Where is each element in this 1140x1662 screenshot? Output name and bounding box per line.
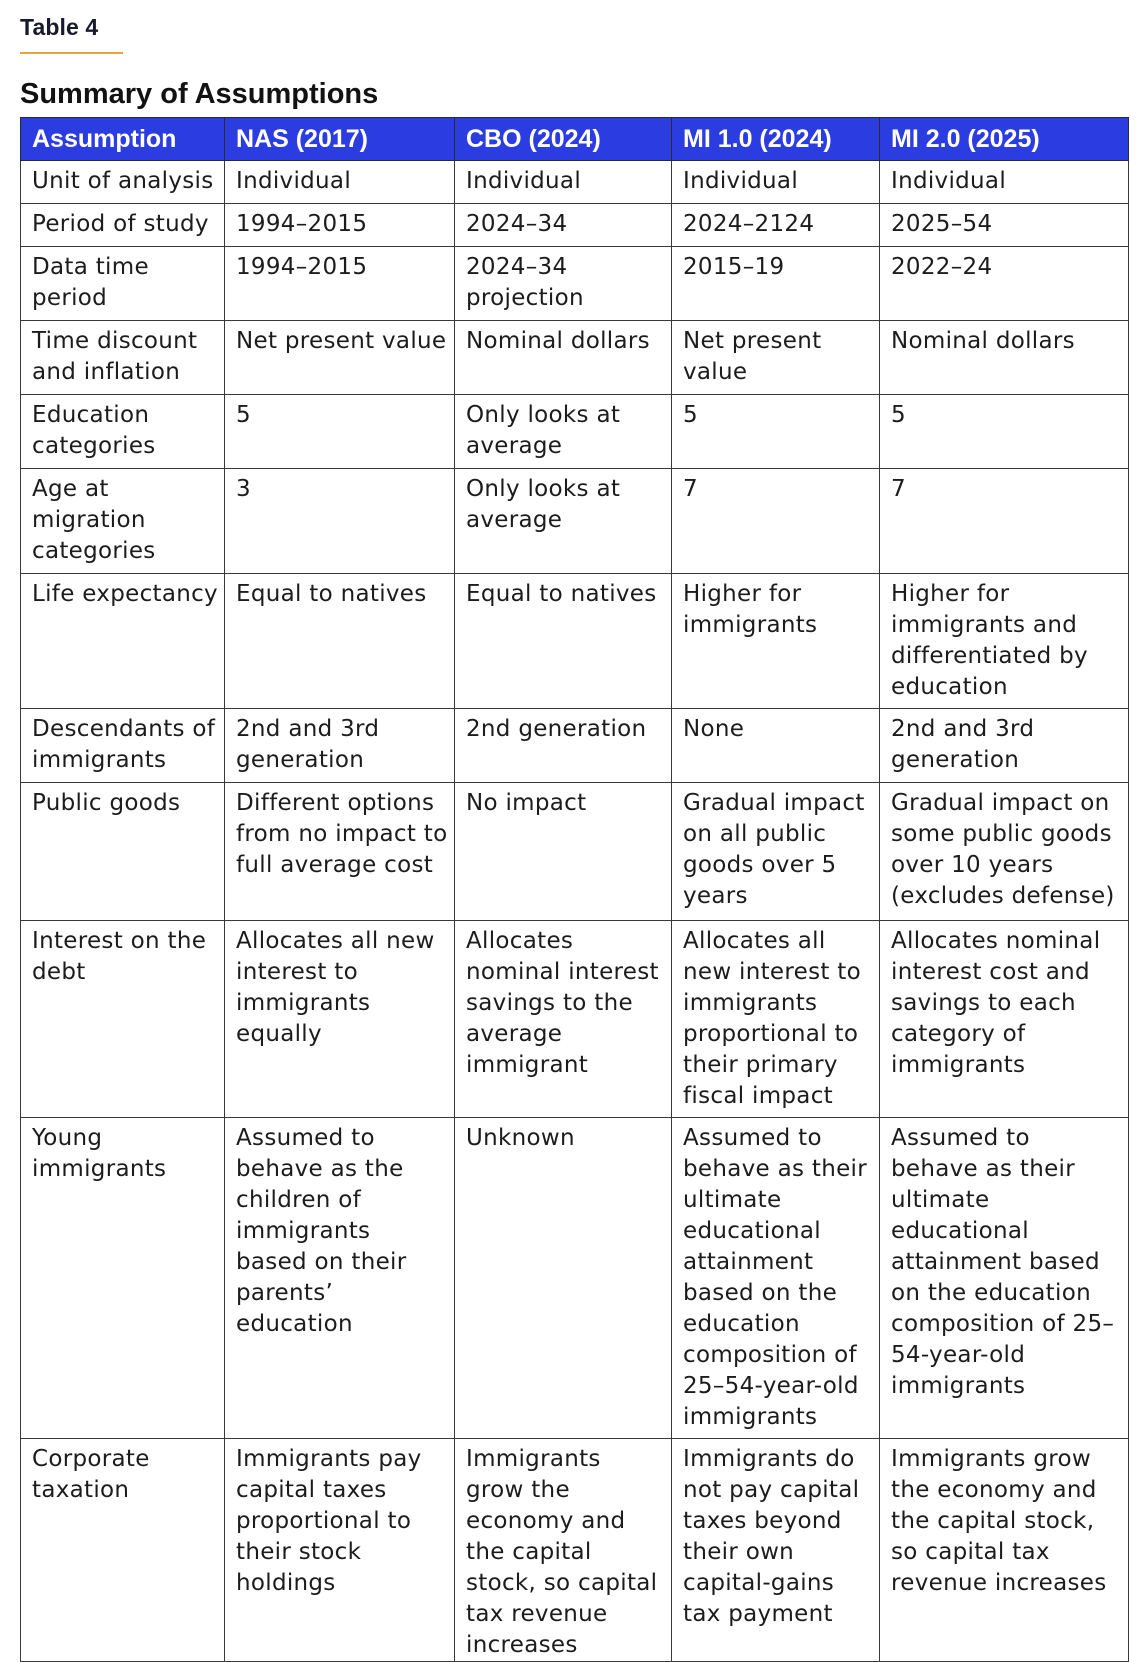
table-cell: Different options from no impact to full average cost: [225, 783, 455, 921]
table-cell: 5: [225, 395, 455, 469]
row-label-cell: Period of study: [21, 204, 225, 247]
table-cell: 1994–2015: [225, 204, 455, 247]
table-row: [21, 921, 1129, 1118]
table-row: [21, 321, 1129, 395]
row-label-cell: Data time period: [21, 247, 225, 321]
table-cell: Equal to natives: [455, 574, 672, 709]
table-row: [21, 1118, 1129, 1439]
row-label-cell: Education categories: [21, 395, 225, 469]
table-cell: Unknown: [455, 1118, 672, 1439]
row-label-cell: Public goods: [21, 783, 225, 921]
table-cell: Individual: [880, 161, 1129, 204]
table-cell: Gradual impact on some public goods over 10 years (excludes defense): [880, 783, 1129, 921]
table-cell: Gradual impact on all public goods over 5 years: [672, 783, 880, 921]
row-label-cell: Age at migration categories: [21, 469, 225, 574]
row-label-cell: Unit of analysis: [21, 161, 225, 204]
table-cell: 2nd and 3rd generation: [880, 709, 1129, 783]
table-cell: Only looks at average: [455, 395, 672, 469]
table-cell: Higher for immigrants: [672, 574, 880, 709]
table-cell: Only looks at average: [455, 469, 672, 574]
table-cell: Allocates all new interest to immigrants equally: [225, 921, 455, 1118]
table-row: [21, 709, 1129, 783]
table-cell: 2024–2124: [672, 204, 880, 247]
table-cell: None: [672, 709, 880, 783]
table-cell: 2nd generation: [455, 709, 672, 783]
table-cell: Nominal dollars: [455, 321, 672, 395]
table-cell: Immigrants do not pay capital taxes beyond their own capital-gains tax payment: [672, 1439, 880, 1662]
table-row: [21, 574, 1129, 709]
header-row: [21, 118, 1129, 161]
row-label-cell: Descendants of immigrants: [21, 709, 225, 783]
table-cell: Net present value: [672, 321, 880, 395]
row-label-cell: Interest on the debt: [21, 921, 225, 1118]
table-row: [21, 1439, 1129, 1662]
assumptions-table: [20, 117, 1129, 1662]
table-cell: Nominal dollars: [880, 321, 1129, 395]
row-label-cell: Young immigrants: [21, 1118, 225, 1439]
table-cell: 5: [672, 395, 880, 469]
table-title: Summary of Assumptions: [20, 78, 379, 110]
table-cell: Individual: [672, 161, 880, 204]
table-cell: Equal to natives: [225, 574, 455, 709]
table-cell: Net present value: [225, 321, 455, 395]
row-label-cell: Life expectancy: [21, 574, 225, 709]
header-cell-mi1: MI 1.0 (2024): [672, 118, 880, 161]
row-label-cell: Time discount and inflation: [21, 321, 225, 395]
table-cell: 7: [880, 469, 1129, 574]
table-cell: Immigrants grow the economy and the capital stock, so capital tax revenue increases: [880, 1439, 1129, 1662]
table-cell: Allocates nominal interest cost and savings to each category of immigrants: [880, 921, 1129, 1118]
header-cell-assumption: Assumption: [21, 118, 225, 161]
table-row: [21, 204, 1129, 247]
table-cell: 3: [225, 469, 455, 574]
table-cell: 2024–34: [455, 204, 672, 247]
table-cell: No impact: [455, 783, 672, 921]
header-cell-nas: NAS (2017): [225, 118, 455, 161]
table-cell: 2nd and 3rd generation: [225, 709, 455, 783]
table-cell: Immigrants pay capital taxes proportional to their stock holdings: [225, 1439, 455, 1662]
table-cell: 7: [672, 469, 880, 574]
table-cell: 2025–54: [880, 204, 1129, 247]
table-cell: Individual: [225, 161, 455, 204]
table-cell: Higher for immigrants and differentiated by education: [880, 574, 1129, 709]
table-cell: Assumed to behave as their ultimate educational attainment based on the education composition of 25–54-year-old immigrants: [672, 1118, 880, 1439]
table-cell: 5: [880, 395, 1129, 469]
table-row: [21, 161, 1129, 204]
table-cell: Assumed to behave as the children of immigrants based on their parents’ education: [225, 1118, 455, 1439]
header-cell-cbo: CBO (2024): [455, 118, 672, 161]
table-cell: Assumed to behave as their ultimate educational attainment based on the education composition of 25–54-year-old immigrants: [880, 1118, 1129, 1439]
table-cell: Allocates all new interest to immigrants proportional to their primary fiscal impact: [672, 921, 880, 1118]
table-row: [21, 247, 1129, 321]
table-cell: Allocates nominal interest savings to the average immigrant: [455, 921, 672, 1118]
table-cell: Immigrants grow the economy and the capital stock, so capital tax revenue increases: [455, 1439, 672, 1662]
table-number-label: Table 4: [20, 14, 99, 40]
label-underline: [20, 52, 123, 54]
table-cell: Individual: [455, 161, 672, 204]
table-cell: 2022–24: [880, 247, 1129, 321]
header-cell-mi2: MI 2.0 (2025): [880, 118, 1129, 161]
table-cell: 2015–19: [672, 247, 880, 321]
table-cell: 2024–34 projection: [455, 247, 672, 321]
table-row: [21, 783, 1129, 921]
table-row: [21, 469, 1129, 574]
row-label-cell: Corporate taxation: [21, 1439, 225, 1662]
table-row: [21, 395, 1129, 469]
table-cell: 1994–2015: [225, 247, 455, 321]
